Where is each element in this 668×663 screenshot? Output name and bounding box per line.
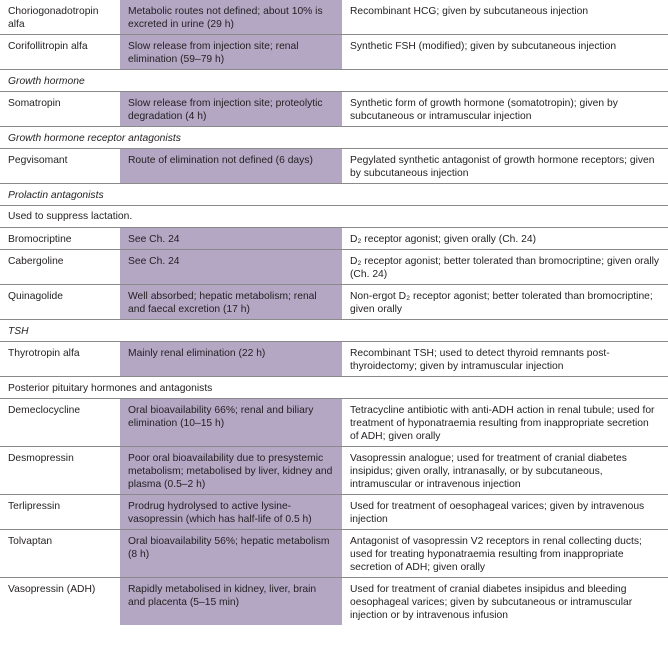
section-header: Growth hormone: [0, 70, 668, 92]
pharmacokinetics-cell: Slow release from injection site; renal elimination (59–79 h): [120, 35, 342, 70]
drug-name-cell: Somatropin: [0, 92, 120, 127]
drug-row: [0, 0, 668, 35]
drug-row: [0, 149, 668, 184]
section-header-row: [0, 184, 668, 206]
drug-row: [0, 342, 668, 377]
pharmacokinetics-cell: See Ch. 24: [120, 250, 342, 285]
drug-name-cell: Desmopressin: [0, 447, 120, 495]
pharmacokinetics-cell: Slow release from injection site; proteolytic degradation (4 h): [120, 92, 342, 127]
section-header-row: [0, 127, 668, 149]
drug-row: [0, 399, 668, 447]
pharmacokinetics-cell: Oral bioavailability 66%; renal and biliary elimination (10–15 h): [120, 399, 342, 447]
description-cell: Used for treatment of oesophageal varices; given by intravenous injection: [342, 495, 668, 530]
section-header-row: [0, 377, 668, 399]
pharmacokinetics-cell: Route of elimination not defined (6 days): [120, 149, 342, 184]
pharmacokinetics-cell: Rapidly metabolised in kidney, liver, brain and placenta (5–15 min): [120, 578, 342, 626]
section-header: Posterior pituitary hormones and antagonists: [0, 377, 668, 399]
drug-row: [0, 285, 668, 320]
section-note: Used to suppress lactation.: [0, 206, 668, 228]
description-cell: D₂ receptor agonist; given orally (Ch. 24): [342, 228, 668, 250]
description-cell: Vasopressin analogue; used for treatment of cranial diabetes insipidus; given orally, intranasally, or by subcutaneous, intramuscular or intravenous injection: [342, 447, 668, 495]
pharmacokinetics-cell: Metabolic routes not defined; about 10% is excreted in urine (29 h): [120, 0, 342, 35]
drug-row: [0, 250, 668, 285]
description-cell: Synthetic form of growth hormone (somatotropin); given by subcutaneous or intramuscular injection: [342, 92, 668, 127]
drug-name-cell: Demeclocycline: [0, 399, 120, 447]
drug-name-cell: Corifollitropin alfa: [0, 35, 120, 70]
pharmacokinetics-cell: See Ch. 24: [120, 228, 342, 250]
pharmacokinetics-cell: Poor oral bioavailability due to presystemic metabolism; metabolised by liver, kidney and plasma (0.5–2 h): [120, 447, 342, 495]
section-header-row: [0, 70, 668, 92]
description-cell: Pegylated synthetic antagonist of growth hormone receptors; given by subcutaneous injection: [342, 149, 668, 184]
note-row: [0, 206, 668, 228]
drug-row: [0, 578, 668, 626]
drug-row: [0, 447, 668, 495]
drug-row: [0, 228, 668, 250]
drug-name-cell: Cabergoline: [0, 250, 120, 285]
drug-name-cell: Terlipressin: [0, 495, 120, 530]
drug-row: [0, 35, 668, 70]
description-cell: Used for treatment of cranial diabetes insipidus and bleeding oesophageal varices; given by subcutaneous or intramuscular injection or by intravenous infusion: [350, 584, 633, 621]
drug-row: [0, 92, 668, 127]
section-header-row: [0, 320, 668, 342]
drug-name-cell: Quinagolide: [0, 285, 120, 320]
description-cell: Synthetic FSH (modified); given by subcutaneous injection: [342, 35, 668, 70]
drug-name-cell: Choriogonadotropin alfa: [0, 0, 120, 35]
drug-name-cell: Bromocriptine: [0, 228, 120, 250]
pharmacokinetics-cell: Prodrug hydrolysed to active lysine-vasopressin (which has half-life of 0.5 h): [120, 495, 342, 530]
pharmacokinetics-cell: Well absorbed; hepatic metabolism; renal and faecal excretion (17 h): [120, 285, 342, 320]
drug-name-cell: Vasopressin (ADH): [8, 584, 96, 595]
description-cell: Recombinant HCG; given by subcutaneous injection: [342, 0, 668, 35]
description-cell: D₂ receptor agonist; better tolerated than bromocriptine; given orally (Ch. 24): [342, 250, 668, 285]
section-header: Growth hormone receptor antagonists: [0, 127, 668, 149]
section-header: TSH: [0, 320, 668, 342]
drug-name-cell: Thyrotropin alfa: [0, 342, 120, 377]
drug-row: [0, 530, 668, 578]
description-cell: Recombinant TSH; used to detect thyroid remnants post-thyroidectomy; given by intramuscular injection: [342, 342, 668, 377]
drug-name-cell: Tolvaptan: [0, 530, 120, 578]
drug-name-cell: Pegvisomant: [0, 149, 120, 184]
pharmacokinetics-cell: Oral bioavailability 56%; hepatic metabolism (8 h): [120, 530, 342, 578]
description-cell: Antagonist of vasopressin V2 receptors in renal collecting ducts; used for treating hyponatraemia resulting from inappropriate secretion of ADH; given orally: [342, 530, 668, 578]
description-cell: Non-ergot D₂ receptor agonist; better tolerated than bromocriptine; given orally: [342, 285, 668, 320]
description-cell: Tetracycline antibiotic with anti-ADH action in renal tubule; used for treatment of hyponatraemia resulting from inappropriate secretion of ADH; given orally: [342, 399, 668, 447]
pharmacokinetics-cell: Mainly renal elimination (22 h): [120, 342, 342, 377]
drug-row: [0, 495, 668, 530]
section-header: Prolactin antagonists: [0, 184, 668, 206]
